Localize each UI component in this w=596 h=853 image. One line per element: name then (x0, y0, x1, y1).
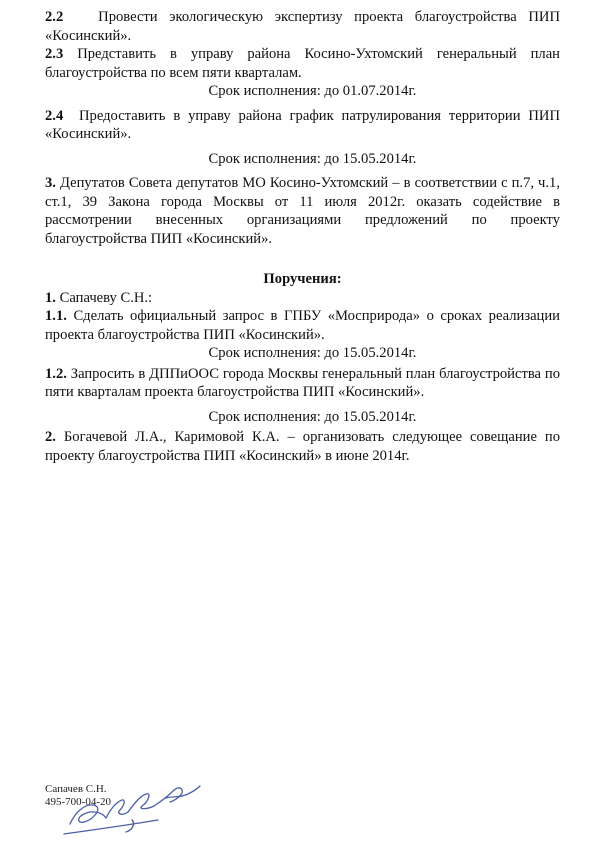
item-text: Провести экологическую экспертизу проекта благоустройства ПИП «Косинский». (45, 9, 560, 44)
deadline-2-4: Срок исполнения: до 15.05.2014г. (208, 150, 417, 167)
item-text: Предоставить в управу района график патрулирования территории ПИП «Косинский». (45, 107, 560, 142)
deadline-2-3: Срок исполнения: до 01.07.2014г. (208, 83, 417, 99)
item-text: Богачевой Л.А., Каримовой К.А. – организовать следующее совещание по проекту благоустройства ПИП «Косинский» в июне 2014г. (45, 429, 560, 464)
item-text: Сапачеву С.Н.: (59, 289, 153, 306)
item-number: 2. (45, 429, 56, 445)
item-2-4 (45, 107, 560, 144)
order-1-2 (45, 365, 560, 402)
order-1-1 (45, 307, 560, 344)
item-text: Представить в управу района Косино-Ухтомский генеральный план благоустройства по всем пяти кварталам. (45, 46, 560, 81)
item-2-2 (45, 8, 560, 45)
order-person-1 (45, 289, 560, 308)
item-3 (45, 174, 560, 248)
orders-heading: Поручения: (263, 271, 342, 287)
author-name: Сапачев С.Н. (45, 783, 107, 795)
item-number: 1.1. (45, 308, 67, 324)
item-number: 2.2 (45, 9, 64, 25)
item-number: 2.4 (45, 107, 64, 124)
item-number: 1.2. (45, 365, 67, 382)
document-body (45, 8, 560, 465)
item-text: Запросить в ДППиООС города Москвы генеральный план благоустройства по пяти кварталам проекта благоустройства ПИП «Косинский». (45, 365, 561, 400)
item-2-3 (45, 45, 560, 82)
deadline-1-2: Срок исполнения: до 15.05.2014г. (208, 408, 417, 425)
item-text: Сделать официальный запрос в ГПБУ «Мосприрода» о сроках реализации проекта благоустройства ПИП «Косинский». (45, 308, 560, 343)
author-phone: 495-700-04-20 (45, 796, 111, 808)
item-number: 3. (45, 175, 56, 191)
handwritten-signature (62, 776, 212, 846)
deadline-1-1: Срок исполнения: до 15.05.2014г. (208, 345, 417, 361)
item-text: Депутатов Совета депутатов МО Косино-Ухтомский – в соответствии с п.7, ч.1, ст.1, 39 Закона города Москвы от 11 июля 2012г. оказать содействие в рассмотрении внесенных организациями предложений по проекту благоустройства ПИП «Косинский». (45, 175, 560, 247)
order-2 (45, 428, 560, 465)
item-number: 1. (45, 289, 56, 306)
item-number: 2.3 (45, 46, 64, 62)
